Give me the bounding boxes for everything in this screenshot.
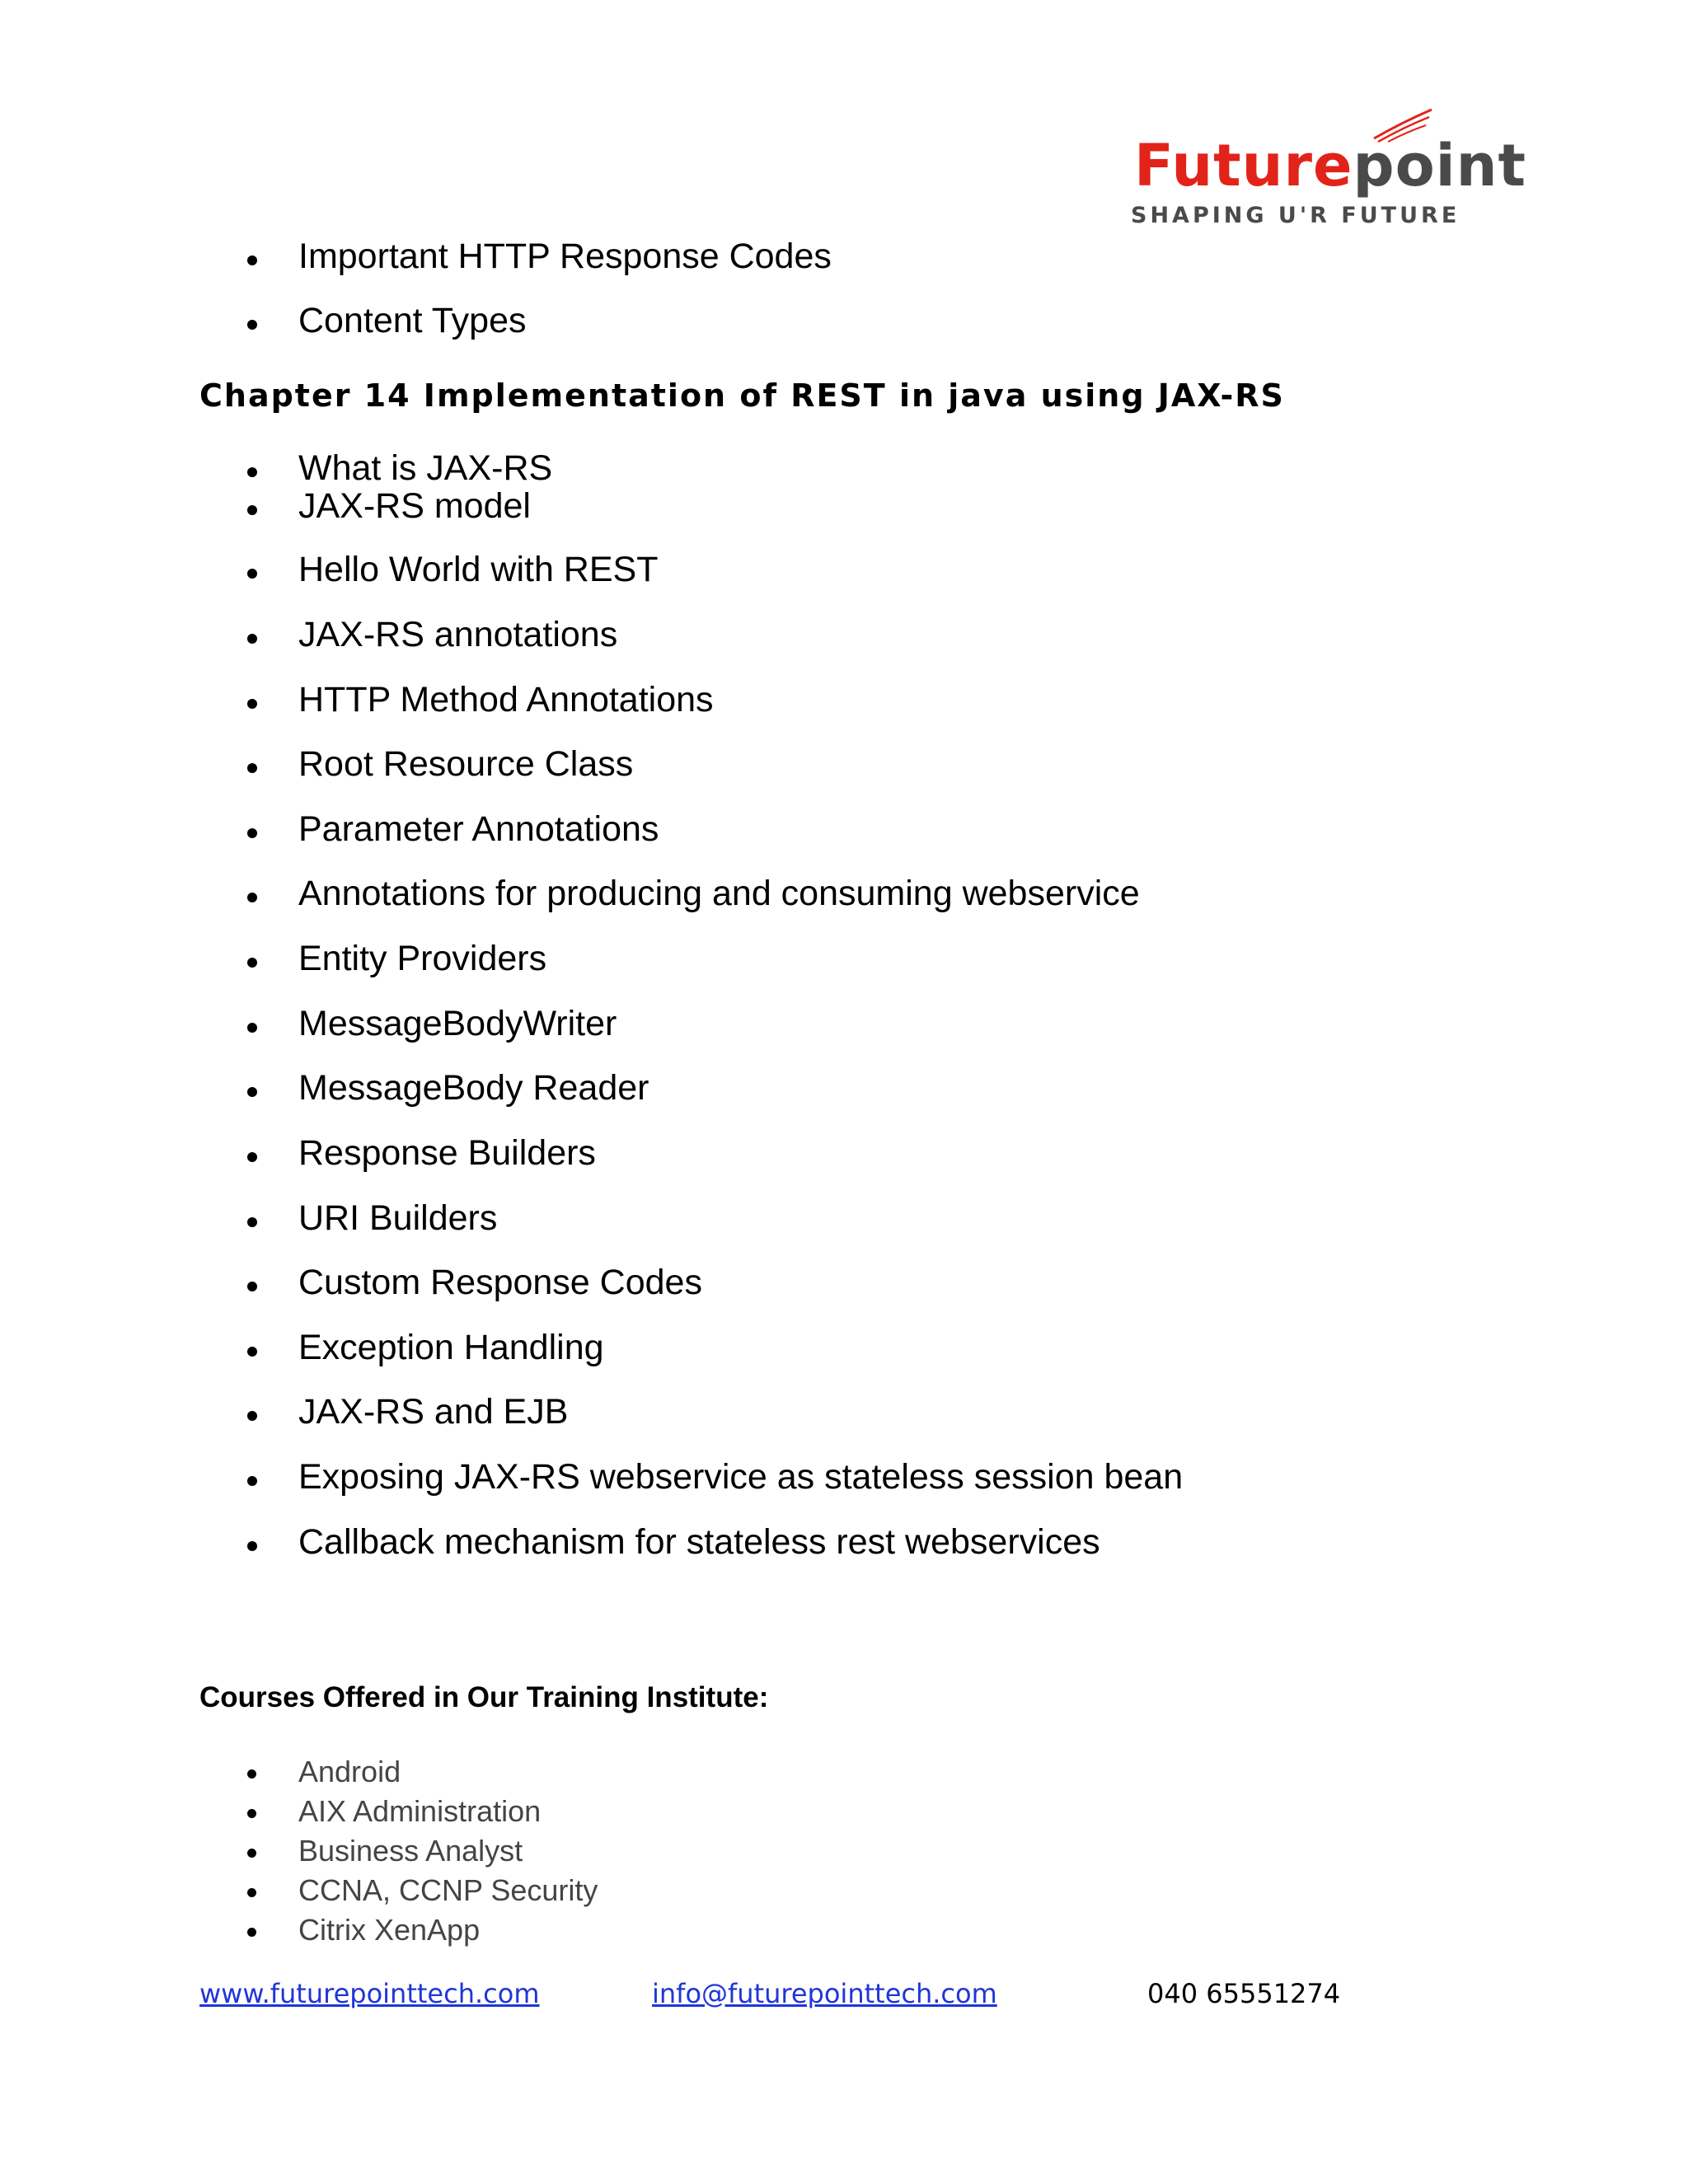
list-item-label: Exposing JAX-RS webservice as stateless session bean <box>298 1457 1184 1497</box>
list-item-label: JAX-RS annotations <box>298 615 618 654</box>
bullet-icon <box>247 1282 257 1291</box>
bullet-icon <box>247 1411 257 1421</box>
bullet-icon <box>247 1152 257 1162</box>
list-item-label: MessageBody Reader <box>298 1068 649 1108</box>
bullet-icon <box>247 1888 256 1897</box>
bullet-icon <box>247 1476 257 1486</box>
bullet-icon <box>247 828 257 838</box>
list-item-label: HTTP Method Annotations <box>298 680 714 719</box>
bullet-icon <box>247 634 257 644</box>
list-item-label: AIX Administration <box>298 1794 542 1828</box>
list-item-label: Response Builders <box>298 1133 596 1173</box>
bullet-icon <box>247 255 257 265</box>
bullet-icon <box>247 763 257 773</box>
list-item-label: Citrix XenApp <box>298 1913 481 1947</box>
list-item-label: Custom Response Codes <box>298 1263 702 1302</box>
list-item-label: MessageBodyWriter <box>298 1004 617 1043</box>
chapter-heading: Chapter 14 Implementation of REST in java using JAX-RS <box>199 377 1285 414</box>
bullet-icon <box>247 1023 257 1033</box>
list-item-label: What is JAX-RS <box>298 448 553 488</box>
courses-heading: Courses Offered in Our Training Institute: <box>199 1681 769 1713</box>
bullet-icon <box>247 467 257 477</box>
bullet-icon <box>247 320 257 330</box>
list-item-label: URI Builders <box>298 1198 498 1238</box>
list-item-label: Parameter Annotations <box>298 809 659 849</box>
logo-word-part2: point <box>1353 132 1526 199</box>
logo-wordmark <box>1134 132 1526 199</box>
bullet-icon <box>247 569 257 579</box>
list-item-label: Important HTTP Response Codes <box>298 237 832 276</box>
bullet-icon <box>247 699 257 709</box>
bullet-icon <box>247 1769 256 1779</box>
bullet-icon <box>247 1849 256 1858</box>
logo-word-part1: Future <box>1134 132 1353 199</box>
bullet-icon <box>247 1541 257 1551</box>
list-item-label: Hello World with REST <box>298 550 659 589</box>
list-item-label: Callback mechanism for stateless rest webservices <box>298 1522 1100 1562</box>
list-item-label: Content Types <box>298 301 527 340</box>
list-item-label: JAX-RS model <box>298 486 531 526</box>
list-item-label: Root Resource Class <box>298 744 634 784</box>
bullet-icon <box>247 893 257 902</box>
list-item-label: Annotations for producing and consuming webservice <box>298 874 1140 913</box>
list-item-label: Business Analyst <box>298 1834 523 1868</box>
bullet-icon <box>247 1217 257 1227</box>
website-link[interactable]: www.futurepointtech.com <box>199 1978 540 2009</box>
bullet-icon <box>247 1347 257 1357</box>
bullet-icon <box>247 1809 256 1818</box>
email-link[interactable]: info@futurepointtech.com <box>652 1978 997 2009</box>
list-item-label: JAX-RS and EJB <box>298 1392 569 1432</box>
phone-number: 040 65551274 <box>1147 1978 1341 2009</box>
list-item-label: Android <box>298 1755 401 1788</box>
bullet-icon <box>247 1928 256 1937</box>
bullet-icon <box>247 505 257 515</box>
logo-tagline: SHAPING U'R FUTURE <box>1131 203 1461 228</box>
list-item-label: Entity Providers <box>298 939 547 978</box>
list-item-label: CCNA, CCNP Security <box>298 1873 598 1907</box>
bullet-icon <box>247 1087 257 1097</box>
list-item-label: Exception Handling <box>298 1328 604 1367</box>
company-logo <box>1123 105 1526 237</box>
bullet-icon <box>247 958 257 968</box>
